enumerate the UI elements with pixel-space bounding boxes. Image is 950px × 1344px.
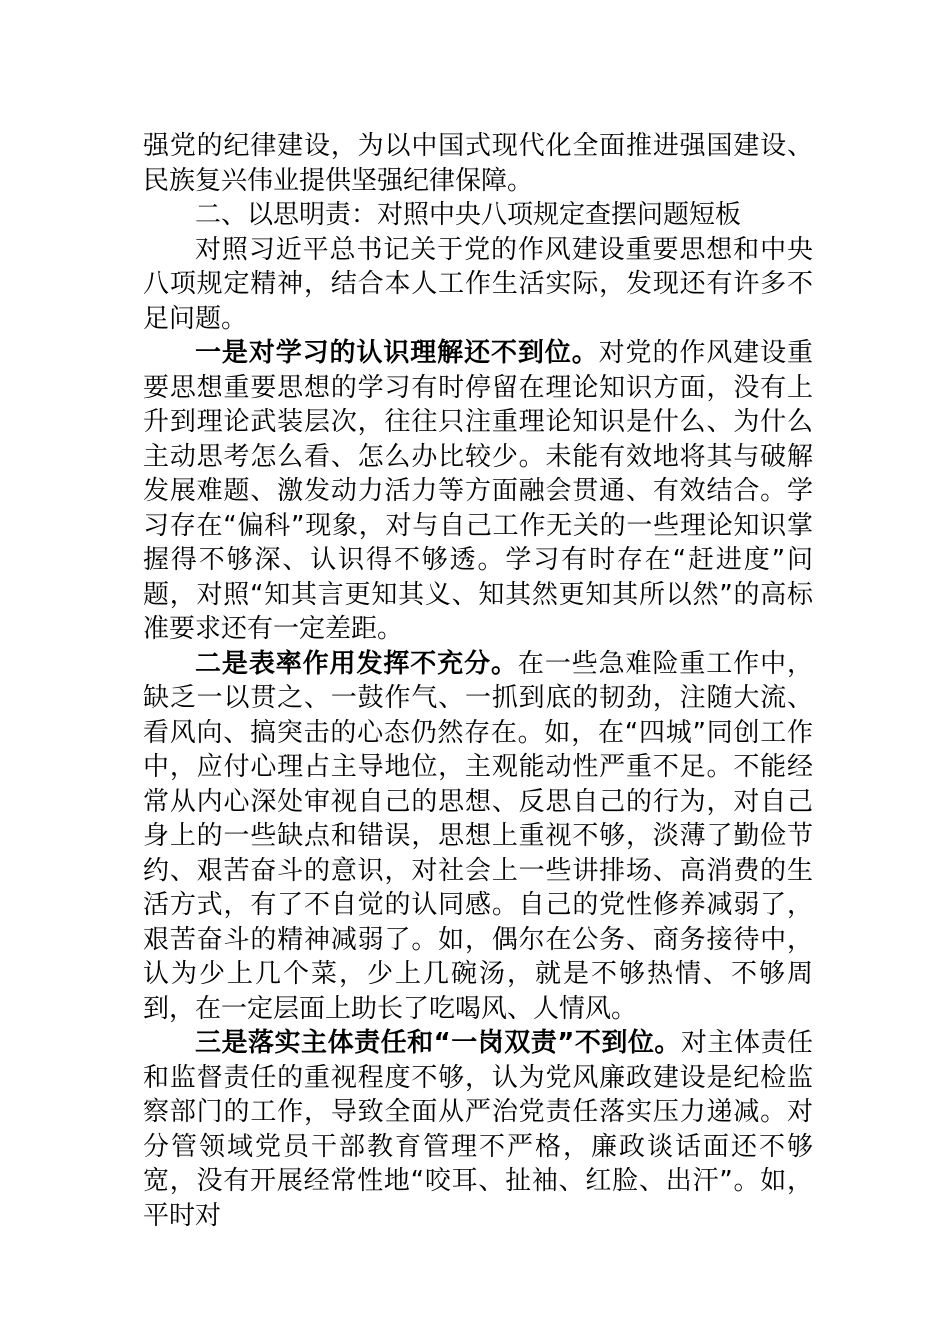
- section-heading: [143, 198, 813, 233]
- paragraph-problem-1: [143, 336, 813, 647]
- paragraph-lead: 二是表率作用发挥不充分。: [195, 648, 518, 679]
- paragraph-intro: [143, 233, 813, 337]
- paragraph-text: 对主体责任和监督责任的重视程度不够，认为党风廉政建设是纪检监察部门的工作，导致全面从严治党责任落实压力递减。对分管领域党员干部教育管理不严格，廉政谈话面还不够宽，没有开展经常性地“咬耳、扯袖、红脸、出汗”。如，平时对: [143, 1028, 813, 1231]
- paragraph-problem-3: [143, 1026, 813, 1233]
- paragraph-text: 对照习近平总书记关于党的作风建设重要思想和中央八项规定精神，结合本人工作生活实际，发现还有许多不足问题。: [143, 234, 813, 334]
- paragraph-problem-2: [143, 647, 813, 1027]
- document-page: [143, 129, 813, 1233]
- paragraph-text: 强党的纪律建设，为以中国式现代化全面推进强国建设、民族复兴伟业提供坚强纪律保障。: [143, 131, 813, 196]
- paragraph-lead: 三是落实主体责任和“一岗双责”不到位。: [195, 1028, 681, 1058]
- paragraph-lead: 一是对学习的认识理解还不到位。: [195, 338, 599, 368]
- paragraph-text: 在一些急难险重工作中，缺乏一以贯之、一鼓作气、一抓到底的韧劲，注随大流、看风向、搞突击的心态仍然存在。如，在“四城”同创工作中，应付心理占主导地位，主观能动性严重不足。不能经常从内心深处审视自己的思想、反思自己的行为，对自己身上的一些缺点和错误，思想上重视不够，淡薄了勤俭节约、艰苦奋斗的意识，对社会上一些讲排场、高消费的生活方式，有了不自觉的认同感。自己的党性修养减弱了，艰苦奋斗的精神减弱了。如，偶尔在公务、商务接待中，认为少上几个菜，少上几碗汤，就是不够热情、不够周到，在一定层面上助长了吃喝风、人情风。: [143, 648, 813, 1024]
- paragraph-continuation: [143, 129, 813, 198]
- paragraph-text: 对党的作风建设重要思想重要思想的学习有时停留在理论知识方面，没有上升到理论武装层次，往往只注重理论知识是什么、为什么主动思考怎么看、怎么办比较少。未能有效地将其与破解发展难题、激发动力活力等方面融会贯通、有效结合。学习存在“偏科”现象，对与自己工作无关的一些理论知识掌握得不够深、认识得不够透。学习有时存在“赶进度”问题，对照“知其言更知其义、知其然更知其所以然”的高标准要求还有一定差距。: [143, 338, 813, 644]
- section-heading-text: 二、以思明责：对照中央八项规定查摆问题短板: [195, 200, 742, 230]
